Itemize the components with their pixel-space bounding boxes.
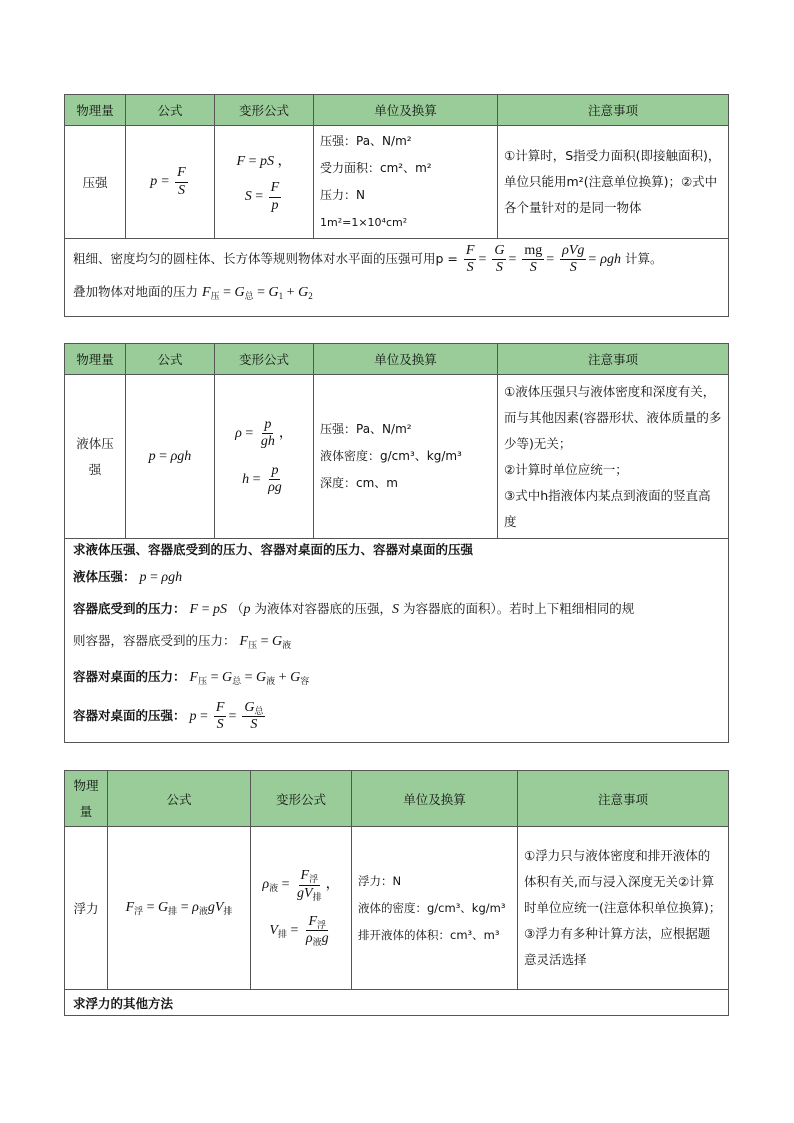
header-quantity: 物理量	[65, 771, 108, 827]
regular-body-formula: 粗细、密度均匀的圆柱体、长方体等规则物体对水平面的压强可用p = $\frac{F}{S}$ = $\frac{G}{S}$ = $\frac{mg}{S}$ = $\frac{\text{ρVg}}{S}$ = ρgh 计算。	[73, 243, 663, 276]
note-line: ③式中h指液体内某点到液面的竖直高度	[504, 487, 711, 529]
buoyancy-table	[64, 770, 729, 1016]
stacked-force-formula: 叠加物体对地面的压力 $F_压 = G_总 = G_1 + G_2$	[73, 284, 313, 302]
unit-line: 浮力：N	[358, 873, 402, 888]
unit-line: 压强：Pa、N/m²	[320, 134, 412, 148]
header-units: 单位及换算	[314, 344, 498, 375]
unit-line: 1m²=1×10⁴cm²	[320, 216, 408, 229]
unit-line: 液体的密度：g/cm³、kg/m³	[358, 900, 506, 915]
header-quantity: 物理量	[65, 95, 126, 126]
wide-note-cell	[65, 239, 729, 317]
table-pressure-line: 容器对桌面的压强： p = $\frac{F}{S}$ = $\frac{G_总}{S}$	[73, 699, 264, 733]
table-row	[65, 539, 729, 743]
quantity-name: 压强	[65, 126, 126, 239]
units-cell	[314, 126, 498, 239]
section-title-cell	[65, 990, 729, 1016]
notes-cell	[518, 827, 729, 990]
table-header-row	[65, 771, 729, 827]
table-row	[65, 126, 729, 239]
unit-line: 深度：cm、m	[320, 476, 398, 490]
note-line: ②计算时单位应统一；	[504, 461, 628, 477]
header-derived: 变形公式	[215, 95, 314, 126]
unit-line: 压力：N	[320, 188, 365, 202]
pressure-table	[64, 94, 729, 317]
header-units: 单位及换算	[314, 95, 498, 126]
quantity-name: 液体压强	[65, 375, 126, 539]
units-cell	[314, 375, 498, 539]
notes-cell	[498, 375, 729, 539]
unit-line: 受力面积：cm²、m²	[320, 161, 432, 175]
table-row	[65, 827, 729, 990]
derived-formula-cell: ρ = $\frac{p}{gh}$ ， h = $\frac{p}{\rho g}$	[215, 375, 314, 539]
wide-note-cell	[65, 539, 729, 743]
header-derived: 变形公式	[251, 771, 352, 827]
unit-line: 排开液体的体积：cm³、m³	[358, 927, 500, 942]
header-notes: 注意事项	[518, 771, 729, 827]
header-formula: 公式	[126, 344, 215, 375]
header-formula: 公式	[126, 95, 215, 126]
unit-line: 压强：Pa、N/m²	[320, 422, 412, 436]
note-line: ①浮力只与液体密度和排开液体的体积有关,而与浸入深度无关②计算时单位应统一(注意体积单位换算)；	[524, 848, 722, 915]
bottom-force-line-2: 则容器，容器底受到的压力： $F_压 = G_液$	[73, 633, 292, 650]
table-header-row	[65, 95, 729, 126]
table-row	[65, 990, 729, 1016]
derived-formula-cell: F = pS ， S = $\frac{F}{p}$	[215, 126, 314, 239]
formula-cell: $F_浮 = G_排 = \rho_液gV_排$	[108, 827, 251, 990]
table-force-line: 容器对桌面的压力： $F_压 = G_总 = G_液 + G_容$	[73, 669, 310, 686]
section-title: 求液体压强、容器底受到的压力、容器对桌面的压力、容器对桌面的压强	[73, 542, 474, 557]
formula-cell: p = ρgh	[126, 375, 215, 539]
header-notes: 注意事项	[498, 95, 729, 126]
units-cell	[352, 827, 518, 990]
formula-cell: p = $\frac{F}{S}$	[126, 126, 215, 239]
derived-formula-cell: $\rho_液$ = $\frac{F_浮}{gV_排}$ ， $V_排$ = $\frac{F_浮}{\rho_液g}$	[251, 827, 352, 990]
quantity-name: 浮力	[65, 827, 108, 990]
liquid-pressure-line: 液体压强： p = ρgh	[73, 569, 183, 585]
section-title: 求浮力的其他方法	[73, 995, 174, 1011]
header-units: 单位及换算	[352, 771, 518, 827]
table-header-row	[65, 344, 729, 375]
bottom-force-line: 容器底受到的压力： F = pS （p 为液体对容器底的压强，S 为容器底的面积）。若时上下粗细相同的规	[73, 601, 635, 617]
header-quantity: 物理量	[65, 344, 126, 375]
unit-line: 液体密度：g/cm³、kg/m³	[320, 449, 462, 463]
liquid-pressure-table	[64, 343, 729, 743]
note-line: ①液体压强只与液体密度和深度有关，而与其他因素(容器形状、液体质量的多少等)无关；	[504, 383, 722, 451]
note-line: ③浮力有多种计算方法，应根据题意灵活选择	[524, 926, 711, 967]
notes-cell: ①计算时，S指受力面积(即接触面积)，单位只能用m²(注意单位换算)；②式中各个量针对的是同一物体	[498, 126, 729, 239]
table-row	[65, 239, 729, 317]
header-notes: 注意事项	[498, 344, 729, 375]
header-formula: 公式	[108, 771, 251, 827]
header-derived: 变形公式	[215, 344, 314, 375]
table-row	[65, 375, 729, 539]
